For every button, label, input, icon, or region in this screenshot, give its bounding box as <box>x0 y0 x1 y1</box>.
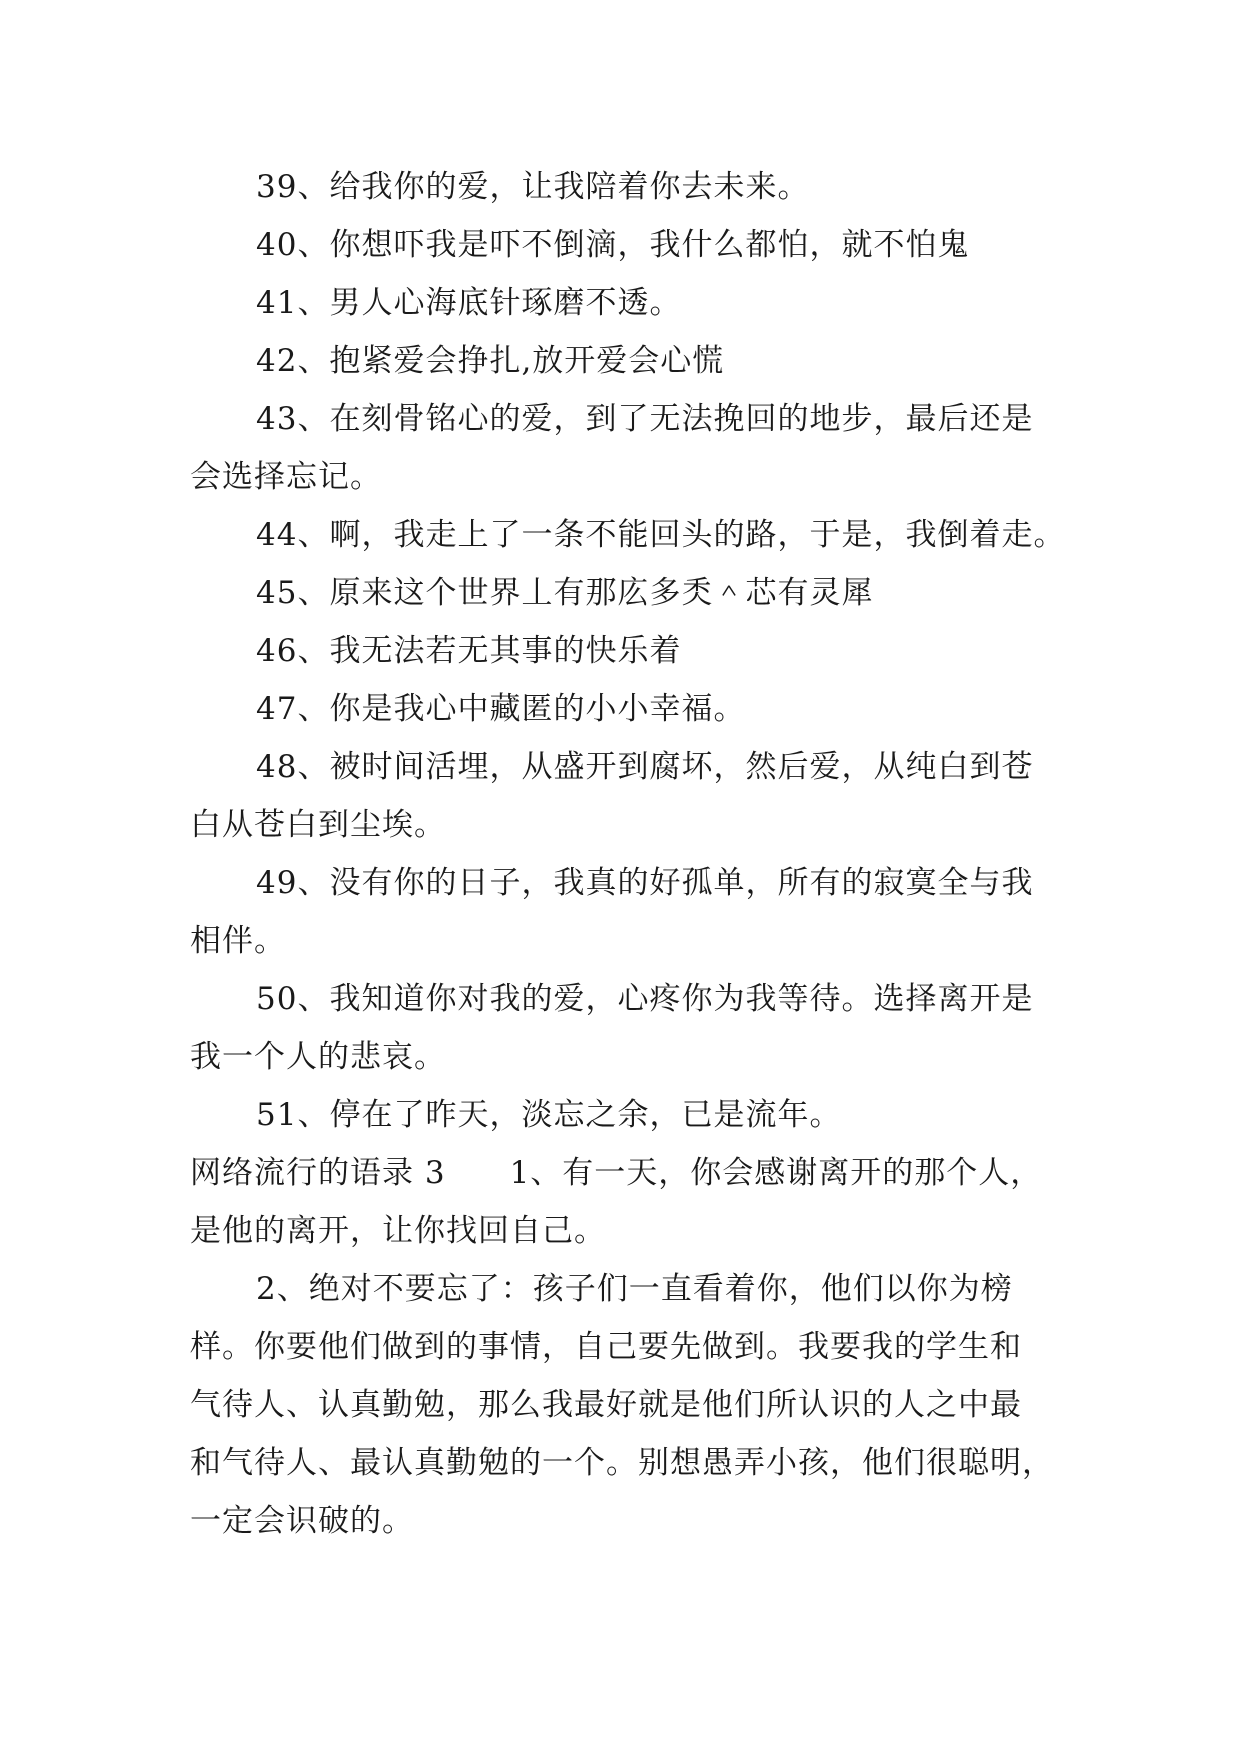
text-line-48: 48、被时间活埋，从盛开到腐坏，然后爱，从纯白到苍 <box>256 749 1034 785</box>
text-line-43-cont: 会选择忘记。 <box>190 459 382 495</box>
text-line-49: 49、没有你的日子，我真的好孤单，所有的寂寞全与我 <box>256 865 1034 901</box>
text-line-42: 42、抱紧爱会挣扎,放开爱会心慌 <box>256 343 725 379</box>
text-line-44: 44、啊，我走上了一条不能回头的路，于是，我倒着走。 <box>256 517 1066 553</box>
text-line-50-cont: 我一个人的悲哀。 <box>190 1039 446 1075</box>
text-line-s3-2-cont3: 和气待人、最认真勤勉的一个。别想愚弄小孩，他们很聪明， <box>190 1445 1054 1481</box>
text-line-50: 50、我知道你对我的爱，心疼你为我等待。选择离开是 <box>256 981 1034 1017</box>
text-line-49-cont: 相伴。 <box>190 923 286 959</box>
text-line-43: 43、在刻骨铭心的爱，到了无法挽回的地步，最后还是 <box>256 401 1034 437</box>
text-line-s3-2-cont1: 样。你要他们做到的事情，自己要先做到。我要我的学生和 <box>190 1329 1022 1365</box>
text-line-41: 41、男人心海底针琢磨不透。 <box>256 285 682 321</box>
text-line-s3-1-cont: 是他的离开，让你找回自己。 <box>190 1213 606 1249</box>
text-line-s3-2-cont4: 一定会识破的。 <box>190 1503 414 1539</box>
section-heading-line: 网络流行的语录 3 1、有一天，你会感谢离开的那个人， <box>190 1155 1043 1191</box>
text-line-47: 47、你是我心中藏匿的小小幸福。 <box>256 691 746 727</box>
text-line-40: 40、你想吓我是吓不倒滴，我什么都怕，就不怕鬼 <box>256 227 970 263</box>
text-line-45: 45、原来这个世界丄有那庅多秂＾芯有灵犀 <box>256 575 874 611</box>
text-line-s3-2-cont2: 气待人、认真勤勉，那么我最好就是他们所认识的人之中最 <box>190 1387 1022 1423</box>
text-line-46: 46、我无法若无其事的快乐着 <box>256 633 682 669</box>
text-line-s3-2: 2、绝对不要忘了：孩子们一直看着你，他们以你为榜 <box>256 1271 1013 1307</box>
text-line-51: 51、停在了昨天，淡忘之余，已是流年。 <box>256 1097 842 1133</box>
text-line-48-cont: 白从苍白到尘埃。 <box>190 807 446 843</box>
text-line-39: 39、给我你的爱，让我陪着你去未来。 <box>256 169 810 205</box>
